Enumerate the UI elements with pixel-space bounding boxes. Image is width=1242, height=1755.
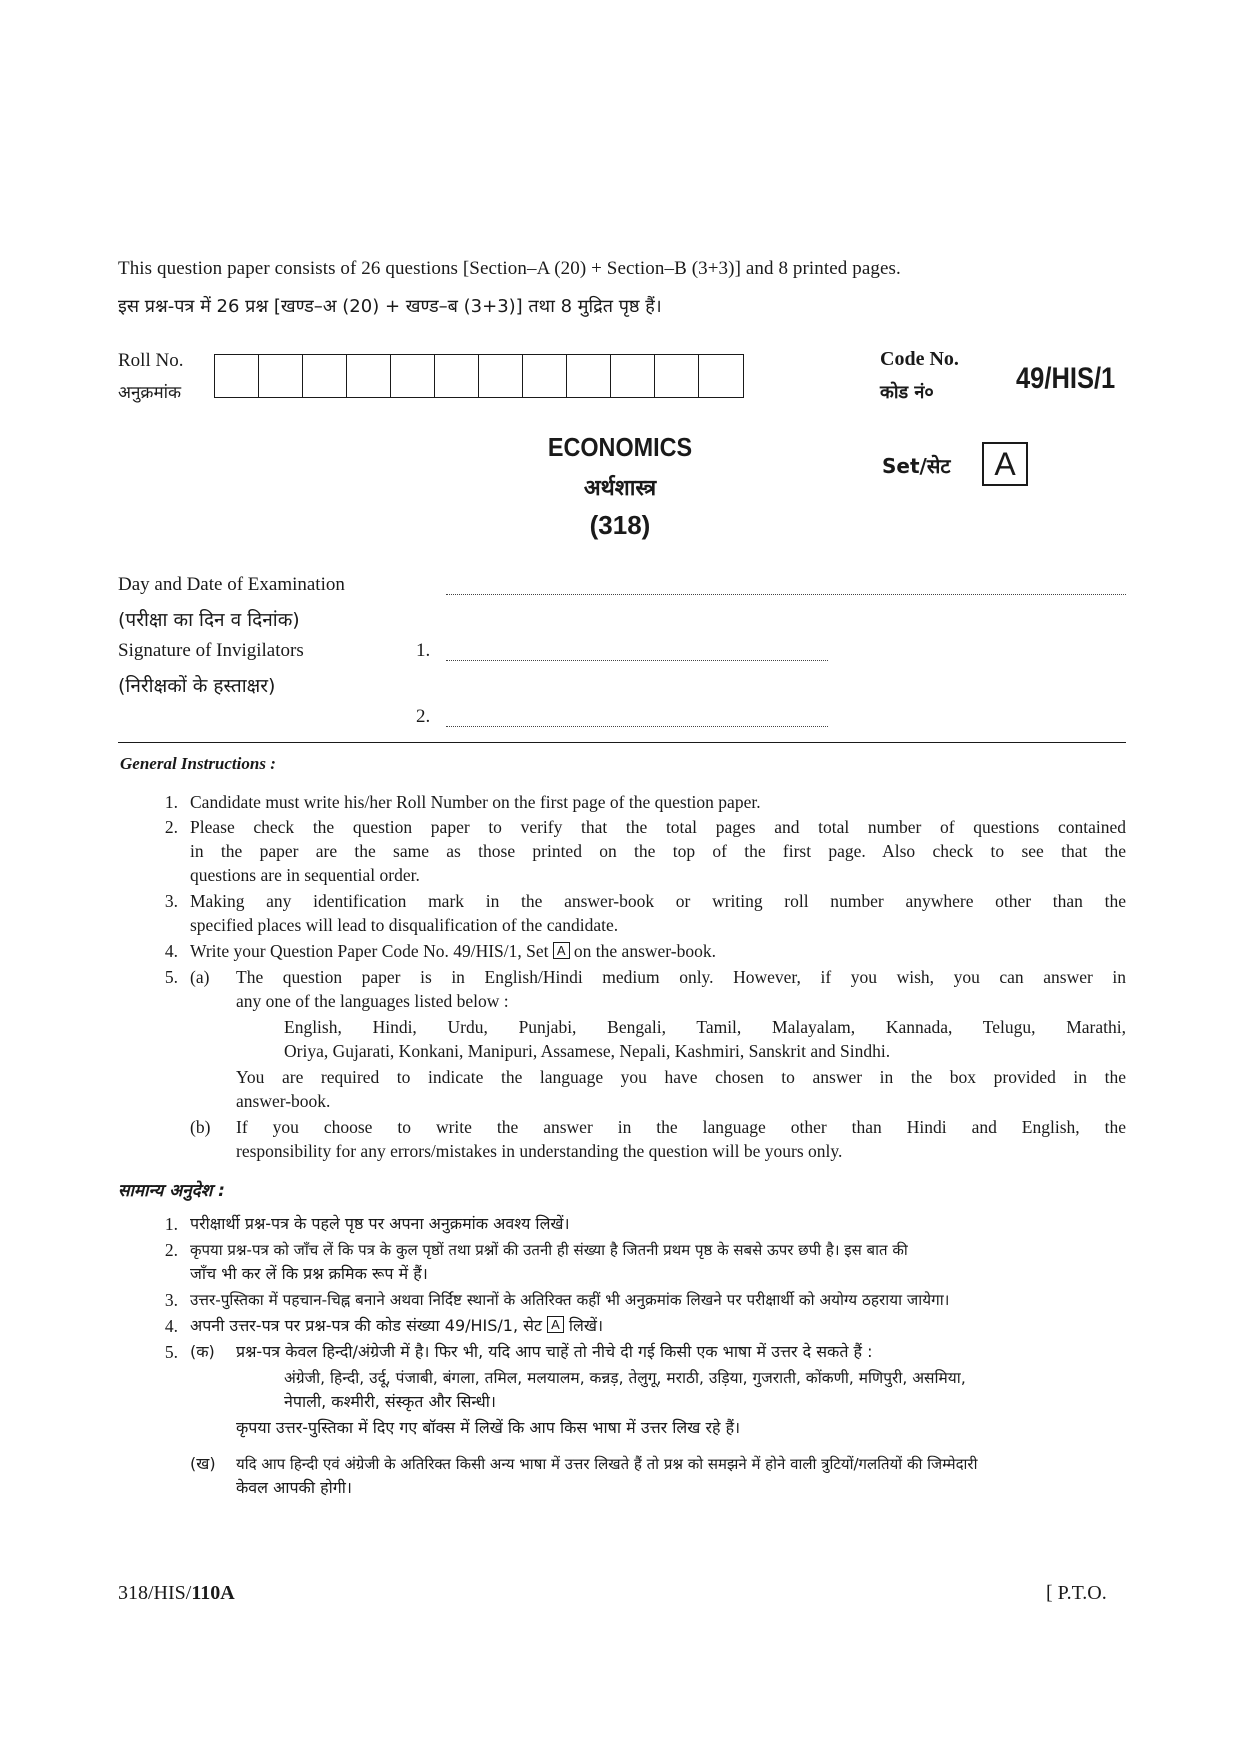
instruction-number: 5. — [164, 967, 178, 987]
roll-no-box[interactable] — [215, 355, 259, 397]
languages-line: English, Hindi, Urdu, Punjabi, Bengali, Tamil, Malayalam, Kannada, Telugu, Marathi, — [284, 1017, 1126, 1037]
sub-label-ka: (क) — [190, 1342, 215, 1361]
paper-code-footer — [118, 1582, 235, 1605]
instruction-4-text: Write your Question Paper Code No. 49/HIS/1, Set — [190, 941, 549, 961]
hindi-instruction-5kh: केवल आपकी होगी। — [236, 1478, 352, 1497]
hindi-instruction-4-text: अपनी उत्तर-पत्र पर प्रश्न-पत्र की कोड संख्या 49/HIS/1, सेट — [190, 1316, 543, 1335]
instruction-2-line: in the paper are the same as those printed on the top of the first page. Also check to see that the — [190, 841, 1126, 861]
exam-date-label: Day and Date of Examination — [118, 574, 345, 595]
roll-no-box[interactable] — [435, 355, 479, 397]
instruction-1-line: Candidate must write his/her Roll Number on the first page of the question paper. — [190, 792, 761, 812]
paper-code-prefix: 318/HIS/ — [118, 1582, 192, 1604]
hindi-instruction-4 — [190, 1314, 603, 1339]
hindi-instruction-number: 2. — [164, 1240, 178, 1260]
paper-summary-english: This question paper consists of 26 questions [Section–A (20) + Section–B (3+3)] and 8 printed pages. — [118, 258, 901, 279]
hindi-instruction-number: 4. — [164, 1316, 178, 1336]
subject-title: ECONOMICS — [547, 432, 693, 462]
sub-label-b: (b) — [190, 1117, 211, 1137]
hindi-instruction-5k: प्रश्न-पत्र केवल हिन्दी/अंग्रेजी में है। फिर भी, यदि आप चाहें तो नीचे दी गई किसी एक भाषा में उत्तर दे सकते हैं : — [236, 1342, 873, 1361]
invigilator-signature-label-hindi: (निरीक्षकों के हस्ताक्षर) — [118, 675, 276, 697]
hindi-instruction-2: कृपया प्रश्न-पत्र को जाँच लें कि पत्र के कुल पृष्ठों तथा प्रश्नों की उतनी ही संख्या है जितनी प्रथम पृष्ठ के सबसे ऊपर छपी है। इस बात की — [190, 1241, 908, 1259]
roll-no-box[interactable] — [391, 355, 435, 397]
hindi-instruction-1: परीक्षार्थी प्रश्न-पत्र के पहले पृष्ठ पर अपना अनुक्रमांक अवश्य लिखें। — [190, 1214, 570, 1233]
hindi-instruction-number: 1. — [164, 1214, 178, 1234]
instruction-5b-line: If you choose to write the answer in the language other than Hindi and English, the — [236, 1117, 1126, 1137]
instruction-2-line: questions are in sequential order. — [190, 865, 420, 885]
indicate-language-line: answer-book. — [236, 1091, 331, 1111]
roll-no-box[interactable] — [567, 355, 611, 397]
set-box-inline: A — [547, 1316, 564, 1333]
instruction-3-line: specified places will lead to disqualification of the candidate. — [190, 915, 619, 935]
subject-code: (318) — [589, 510, 651, 540]
set-label: Set/सेट — [882, 454, 951, 478]
subject-title-hindi: अर्थशास्त्र — [583, 476, 657, 501]
hindi-instruction-4-text-end: लिखें। — [568, 1316, 604, 1335]
hindi-indicate-language: कृपया उत्तर-पुस्तिका में दिए गए बॉक्स में लिखें कि आप किस भाषा में उत्तर लिख रहे हैं। — [236, 1418, 741, 1437]
hindi-languages-line: नेपाली, कश्मीरी, संस्कृत और सिन्धी। — [284, 1392, 496, 1411]
signature-2-number: 2. — [416, 706, 431, 727]
paper-code-suffix: 110A — [191, 1582, 235, 1604]
sub-label-kha: (ख) — [190, 1454, 216, 1473]
code-no-value: 49/HIS/1 — [1016, 362, 1116, 395]
signature-2-field[interactable] — [446, 726, 828, 727]
instruction-4-line — [190, 939, 716, 964]
roll-no-box[interactable] — [303, 355, 347, 397]
roll-no-box[interactable] — [523, 355, 567, 397]
instruction-5a-line: any one of the languages listed below : — [236, 991, 509, 1011]
exam-date-label-hindi: (परीक्षा का दिन व दिनांक) — [118, 609, 300, 631]
general-instructions-title: General Instructions : — [120, 754, 276, 773]
signature-1-field[interactable] — [446, 660, 828, 661]
instruction-5b-line: responsibility for any errors/mistakes in understanding the question will be yours only. — [236, 1141, 843, 1161]
roll-no-label-hindi: अनुक्रमांक — [118, 383, 182, 403]
set-box: A — [982, 442, 1028, 486]
languages-line: Oriya, Gujarati, Konkani, Manipuri, Assamese, Nepali, Kashmiri, Sanskrit and Sindhi. — [284, 1041, 891, 1061]
instruction-4-text-end: on the answer-book. — [573, 941, 716, 961]
instruction-number: 4. — [164, 941, 178, 961]
exam-date-field[interactable] — [446, 594, 1126, 595]
indicate-language-line: You are required to indicate the language you have chosen to answer in the box provided in the — [236, 1067, 1126, 1087]
hindi-instructions-title: सामान्य अनुदेश : — [118, 1181, 225, 1201]
signature-1-number: 1. — [416, 640, 431, 661]
hindi-instruction-2: जाँच भी कर लें कि प्रश्न क्रमिक रूप में हैं। — [190, 1264, 428, 1283]
roll-no-box[interactable] — [699, 355, 743, 397]
code-no-label: Code No. — [880, 348, 959, 370]
roll-no-box[interactable] — [259, 355, 303, 397]
set-box-inline: A — [553, 942, 570, 959]
sub-label-a: (a) — [190, 967, 210, 987]
instruction-2-line: Please check the question paper to verify that the total pages and total number of questions contained — [190, 817, 1126, 837]
roll-no-label: Roll No. — [118, 350, 184, 371]
roll-no-boxes[interactable] — [214, 354, 744, 398]
instruction-5a-line: The question paper is in English/Hindi medium only. However, if you wish, you can answer in — [236, 967, 1126, 987]
divider — [118, 742, 1126, 743]
pto-label: [ P.T.O. — [1046, 1582, 1107, 1604]
code-no-label-hindi: कोड नं० — [880, 382, 934, 403]
instruction-number: 3. — [164, 891, 178, 911]
hindi-instruction-5kh: यदि आप हिन्दी एवं अंग्रेजी के अतिरिक्त किसी अन्य भाषा में उत्तर लिखते हैं तो प्रश्न को समझने में होने वाली त्रुटियों/गलतियों की जिम्मेदारी — [236, 1455, 978, 1473]
roll-no-box[interactable] — [655, 355, 699, 397]
instruction-3-line: Making any identification mark in the answer-book or writing roll number anywhere other than the — [190, 891, 1126, 911]
invigilator-signature-label: Signature of Invigilators — [118, 640, 304, 661]
hindi-instruction-number: 5. — [164, 1342, 178, 1362]
hindi-instruction-3: उत्तर-पुस्तिका में पहचान-चिह्न बनाने अथवा निर्दिष्ट स्थानों के अतिरिक्त कहीं भी अनुक्रमांक लिखने पर परीक्षार्थी को अयोग्य ठहराया जायेगा। — [190, 1291, 950, 1309]
hindi-instruction-number: 3. — [164, 1290, 178, 1310]
instruction-number: 2. — [164, 817, 178, 837]
roll-no-box[interactable] — [479, 355, 523, 397]
instruction-number: 1. — [164, 792, 178, 812]
roll-no-box[interactable] — [611, 355, 655, 397]
roll-no-box[interactable] — [347, 355, 391, 397]
hindi-languages-line: अंग्रेजी, हिन्दी, उर्दू, पंजाबी, बंगला, तमिल, मलयालम, कन्नड़, तेलुगू, मराठी, उड़िया, गुजराती, कोंकणी, मणिपुरी, असमिया, — [284, 1369, 966, 1387]
paper-summary-hindi: इस प्रश्न-पत्र में 26 प्रश्न [खण्ड–अ (20) + खण्ड–ब (3+3)] तथा 8 मुद्रित पृष्ठ हैं। — [118, 296, 662, 317]
